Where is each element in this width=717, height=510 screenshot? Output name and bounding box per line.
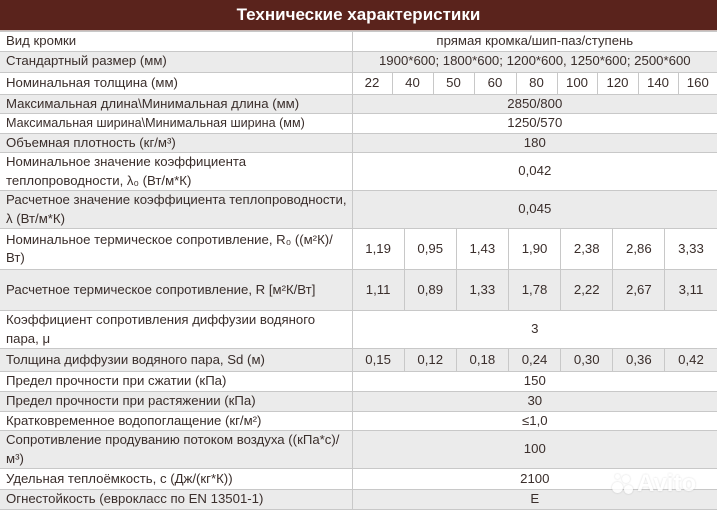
table-row <box>0 270 717 311</box>
row-value: 0,36 <box>613 349 665 371</box>
row-label: Расчетное значение коэффициента теплопроводности, λ (Вт/м*К) <box>0 191 352 229</box>
table-row <box>0 490 717 510</box>
watermark-text: Avito <box>637 470 697 497</box>
row-value: 0,18 <box>457 349 509 371</box>
table-row <box>0 191 717 229</box>
row-value: 0,95 <box>405 229 457 269</box>
row-value: 3,11 <box>678 281 704 297</box>
row-value: 100 <box>557 72 597 94</box>
table-row <box>0 392 717 412</box>
row-label: Сопротивление продуванию потоком воздуха ((кПа*с)/м³) <box>0 431 352 469</box>
row-value: 1,33 <box>457 270 509 310</box>
row-value: 0,12 <box>405 349 457 371</box>
specs-table <box>0 31 717 510</box>
row-value: 2,38 <box>561 229 613 269</box>
row-value: 40 <box>392 72 433 94</box>
row-label: Расчетное термическое сопротивление, R [м²К/Вт] <box>0 270 352 311</box>
table-row <box>0 114 717 134</box>
row-value: 22 <box>352 72 392 94</box>
row-label: Объемная плотность (кг/м³) <box>0 133 352 153</box>
table-row <box>0 72 717 94</box>
table-row <box>0 153 717 191</box>
row-value: E <box>352 490 717 510</box>
row-value: 180 <box>352 133 717 153</box>
row-value: 0,24 <box>509 349 561 371</box>
row-label: Номинальная толщина (мм) <box>0 72 352 94</box>
row-label: Стандартный размер (мм) <box>0 51 352 72</box>
table-row <box>0 229 717 270</box>
row-value: 140 <box>638 72 678 94</box>
row-values-group <box>352 270 717 311</box>
row-value: прямая кромка/шип-паз/ступень <box>352 32 717 52</box>
row-value: 0,15 <box>353 349 405 371</box>
row-value: 1250/570 <box>352 114 717 134</box>
row-value: 50 <box>433 72 474 94</box>
row-value: 0,042 <box>352 153 717 191</box>
row-value: 0,42 <box>678 351 704 367</box>
row-value: 2,22 <box>561 270 613 310</box>
row-value: 1,19 <box>353 229 405 269</box>
row-value: ≤1,0 <box>352 411 717 431</box>
row-value: 1,11 <box>353 270 405 310</box>
row-label: Удельная теплоёмкость, с (Дж/(кг*К)) <box>0 469 352 490</box>
row-value: 0,30 <box>561 349 613 371</box>
row-value: 2850/800 <box>352 94 717 114</box>
row-value: 2,86 <box>613 229 665 269</box>
row-value: 1,43 <box>457 229 509 269</box>
row-label: Номинальное термическое сопротивление, R₀ ((м²К)/Вт) <box>0 229 352 270</box>
row-value: 1900*600; 1800*600; 1200*600, 1250*600; 2500*600 <box>352 51 717 72</box>
row-label: Предел прочности при растяжении (кПа) <box>0 392 352 412</box>
table-row <box>0 431 717 469</box>
table-title: Технические характеристики <box>0 0 717 31</box>
row-label: Номинальное значение коэффициента теплопроводности, λ₀ (Вт/м*К) <box>0 153 352 191</box>
row-label: Кратковременное водопоглащение (кг/м²) <box>0 411 352 431</box>
table-row <box>0 349 717 372</box>
row-value: 2100 <box>352 469 717 490</box>
table-row <box>0 51 717 72</box>
row-value: 1,78 <box>509 270 561 310</box>
row-value: 150 <box>352 372 717 392</box>
table-row <box>0 372 717 392</box>
table-row <box>0 94 717 114</box>
row-label: Толщина диффузии водяного пара, Sd (м) <box>0 349 352 372</box>
row-label: Огнестойкость (еврокласс по EN 13501-1) <box>0 490 352 510</box>
row-value: 30 <box>352 392 717 412</box>
table-row <box>0 133 717 153</box>
row-label: Коэффициент сопротивления диффузии водяного пара, μ <box>0 311 352 349</box>
row-value: 100 <box>352 431 717 469</box>
table-row <box>0 411 717 431</box>
row-value: 1,90 <box>509 229 561 269</box>
row-label: Максимальная длина\Минимальная длина (мм) <box>0 94 352 114</box>
row-value: 3,33 <box>678 240 704 256</box>
row-label: Предел прочности при сжатии (кПа) <box>0 372 352 392</box>
row-value: 80 <box>516 72 557 94</box>
row-values-group <box>352 349 717 372</box>
row-value: 0,045 <box>352 191 717 229</box>
row-value: 2,67 <box>613 270 665 310</box>
row-values-group <box>352 229 717 270</box>
row-value: 160 <box>678 72 717 94</box>
row-label: Максимальная ширина\Минимальная ширина (мм) <box>0 114 352 134</box>
row-value: 3 <box>352 311 717 349</box>
table-row <box>0 311 717 349</box>
table-row <box>0 469 717 490</box>
row-value: 0,89 <box>405 270 457 310</box>
row-value: 60 <box>474 72 516 94</box>
row-label: Вид кромки <box>0 32 352 52</box>
row-value: 120 <box>597 72 638 94</box>
table-row <box>0 32 717 52</box>
